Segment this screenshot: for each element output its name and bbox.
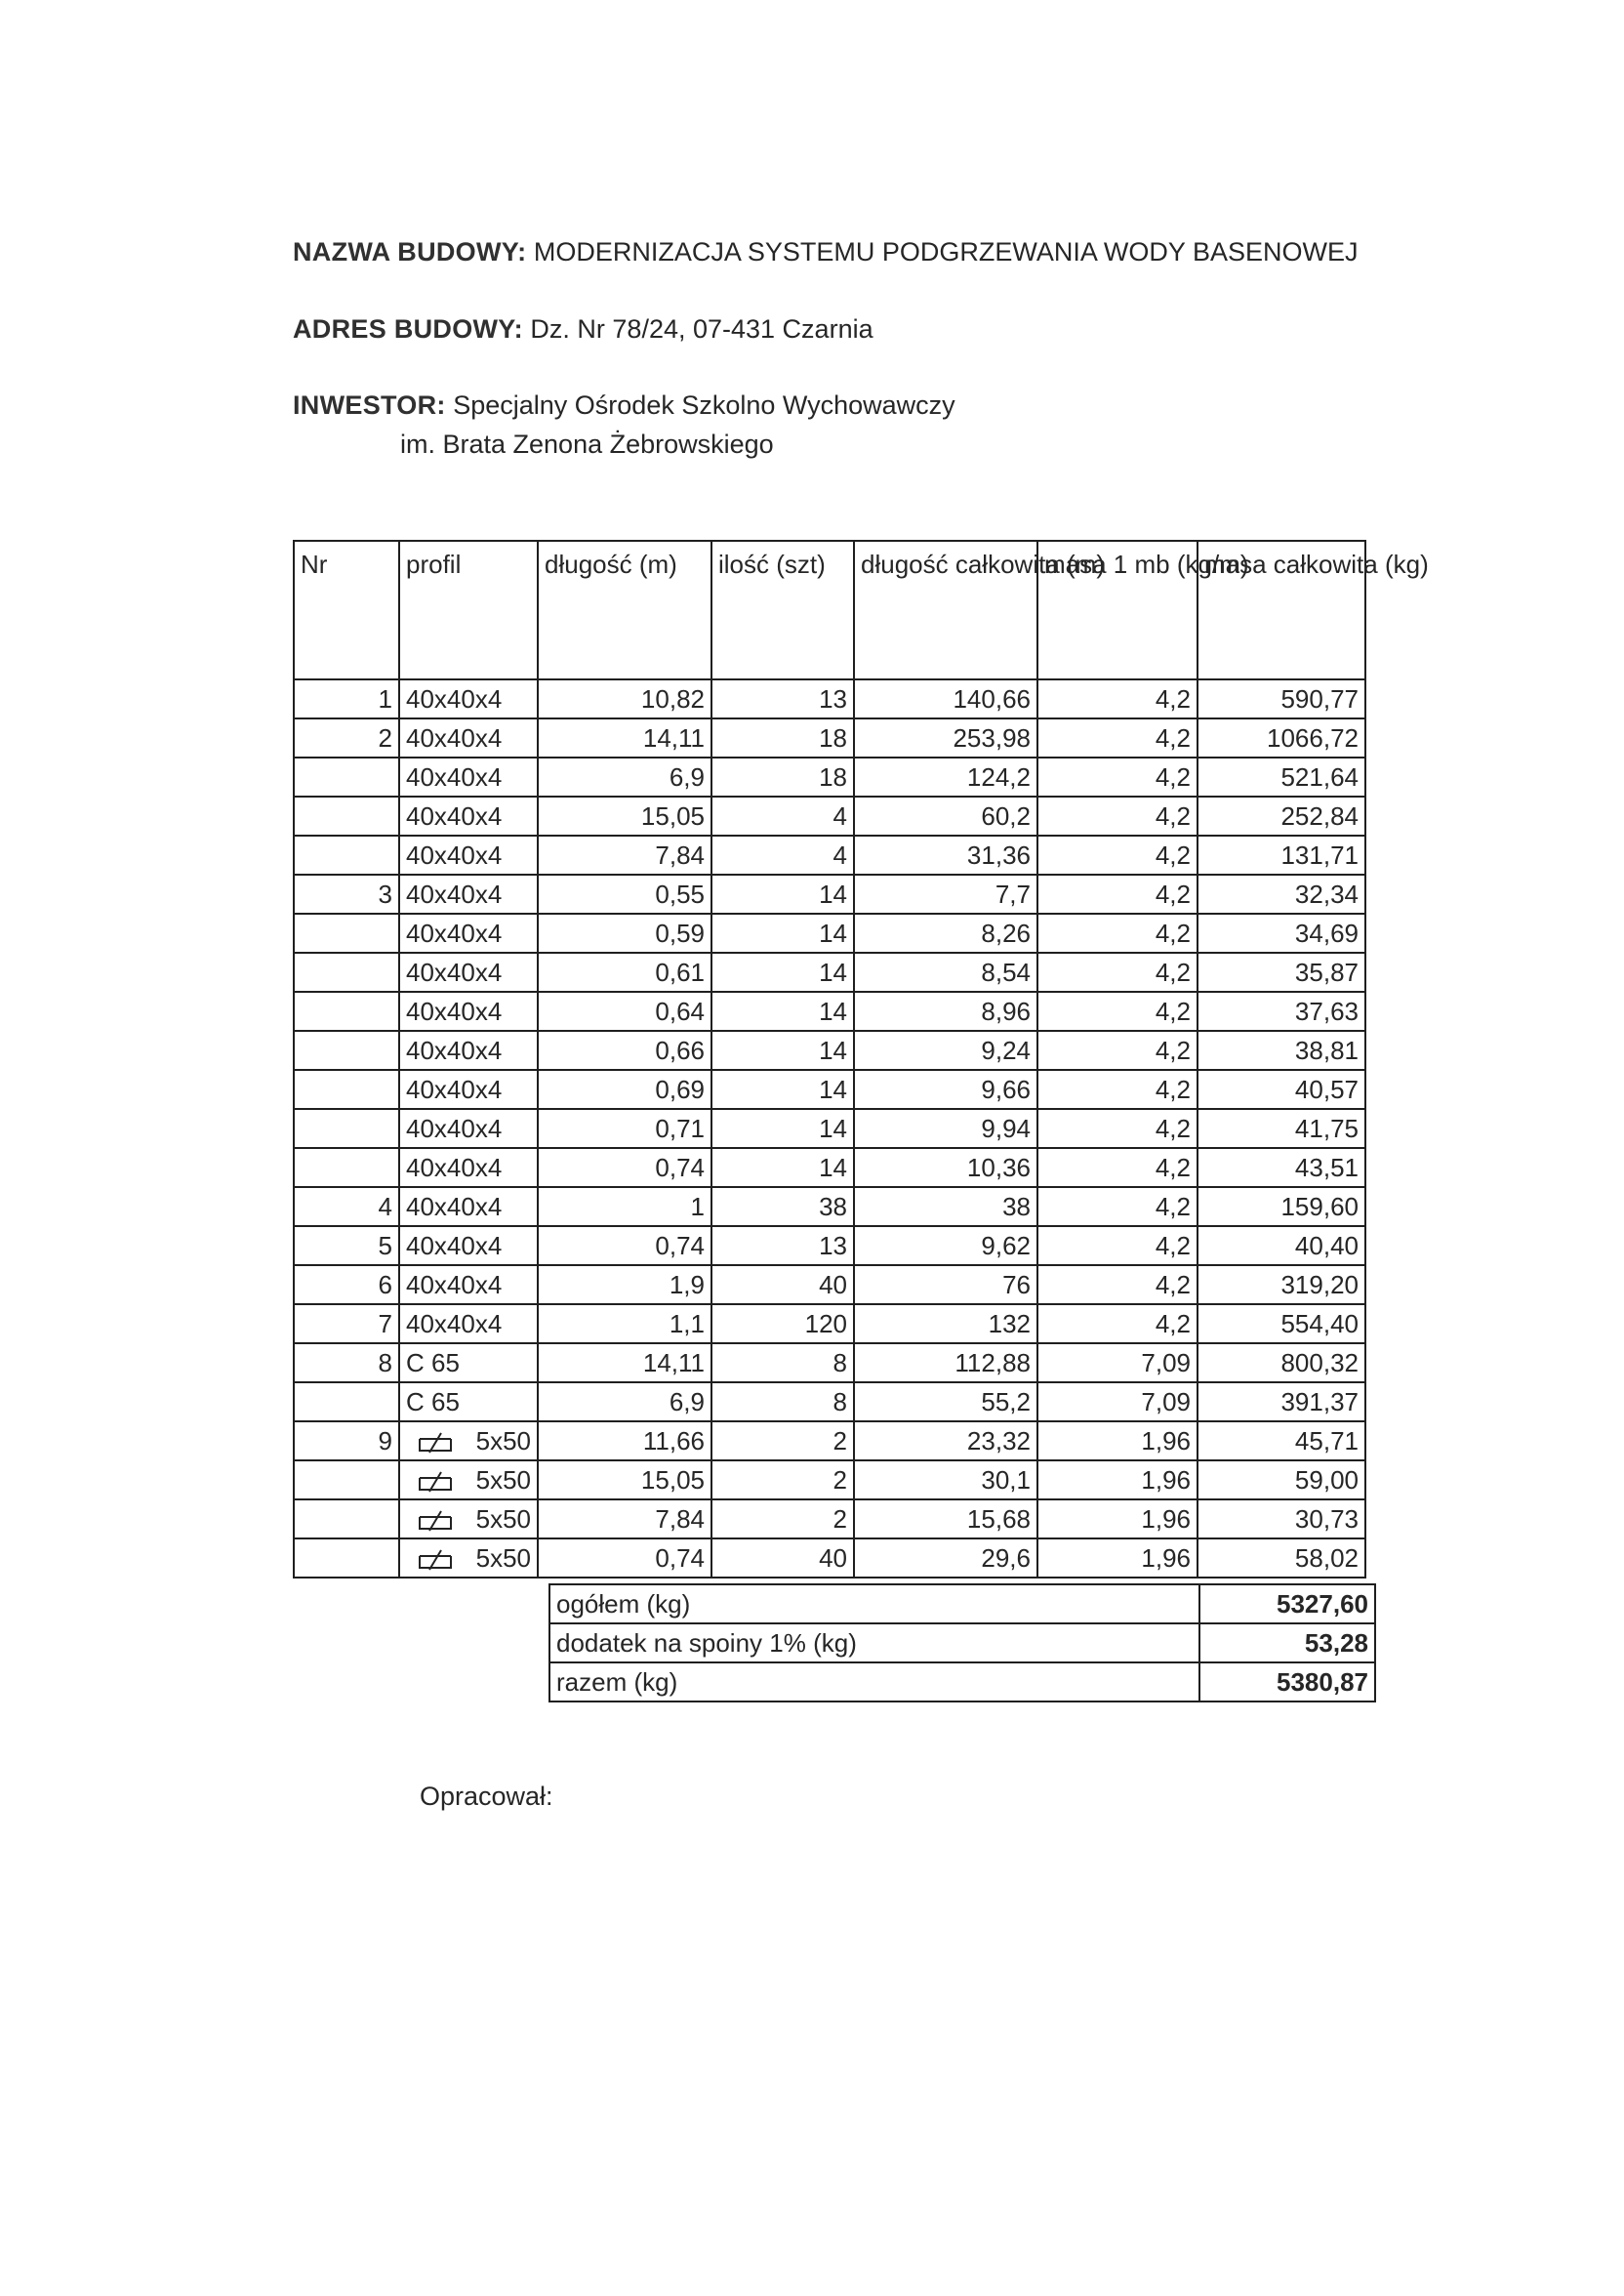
cell-nr [294,797,399,836]
cell-m1: 4,2 [1037,1187,1198,1226]
cell-mc: 800,32 [1198,1343,1365,1382]
cell-mc: 34,69 [1198,914,1365,953]
table-row [294,1187,1365,1226]
cell-profil [399,1421,538,1460]
cell-dl: 7,84 [538,1499,711,1538]
cell-profil: 40x40x4 [399,1226,538,1265]
cell-m1: 7,09 [1037,1343,1198,1382]
cell-mc: 391,37 [1198,1382,1365,1421]
cell-profil: 40x40x4 [399,992,538,1031]
cell-m1: 4,2 [1037,1031,1198,1070]
cell-nr [294,836,399,875]
flat-bar-icon [416,1509,455,1533]
steel-table [293,540,1429,1578]
cell-nr [294,914,399,953]
cell-mc: 554,40 [1198,1304,1365,1343]
column-header: ilość (szt) [711,541,854,679]
cell-m1: 1,96 [1037,1421,1198,1460]
cell-il: 120 [711,1304,854,1343]
header-label-investor: INWESTOR: [293,390,446,420]
cell-profil: 40x40x4 [399,914,538,953]
summary-row-addition [549,1623,1375,1662]
cell-m1: 4,2 [1037,1109,1198,1148]
cell-m1: 4,2 [1037,758,1198,797]
cell-m1: 1,96 [1037,1538,1198,1578]
cell-mc: 38,81 [1198,1031,1365,1070]
cell-mc: 252,84 [1198,797,1365,836]
cell-profil: 40x40x4 [399,718,538,758]
cell-il: 40 [711,1538,854,1578]
cell-mc: 1066,72 [1198,718,1365,758]
cell-il: 4 [711,797,854,836]
summary-table [548,1583,1376,1702]
cell-profil: 40x40x4 [399,758,538,797]
cell-m1: 4,2 [1037,836,1198,875]
cell-dl: 0,59 [538,914,711,953]
header-line-name [293,237,1358,267]
cell-dl: 15,05 [538,797,711,836]
cell-dl: 1,9 [538,1265,711,1304]
cell-m1: 4,2 [1037,1148,1198,1187]
header-label-address: ADRES BUDOWY: [293,314,523,344]
cell-profil: 40x40x4 [399,875,538,914]
column-header: długość (m) [538,541,711,679]
cell-dlc: 140,66 [854,679,1037,718]
cell-il: 14 [711,992,854,1031]
cell-m1: 4,2 [1037,679,1198,718]
column-header: Nr [294,541,399,679]
cell-profil: C 65 [399,1343,538,1382]
table-row [294,1421,1365,1460]
cell-mc: 159,60 [1198,1187,1365,1226]
table-row [294,1226,1365,1265]
table-row [294,1265,1365,1304]
cell-il: 2 [711,1460,854,1499]
cell-dlc: 29,6 [854,1538,1037,1578]
cell-profil [399,1460,538,1499]
cell-dl: 7,84 [538,836,711,875]
cell-m1: 4,2 [1037,914,1198,953]
cell-il: 14 [711,1031,854,1070]
column-header: długość całkowita (m) [854,541,1037,679]
cell-dlc: 253,98 [854,718,1037,758]
table-body [294,679,1365,1578]
cell-dlc: 124,2 [854,758,1037,797]
header-value-address: Dz. Nr 78/24, 07-431 Czarnia [530,314,873,344]
cell-mc: 521,64 [1198,758,1365,797]
cell-nr [294,1109,399,1148]
cell-il: 8 [711,1343,854,1382]
summary-sum-label: razem (kg) [549,1662,1199,1702]
cell-m1: 4,2 [1037,953,1198,992]
cell-profil: 40x40x4 [399,679,538,718]
table-row [294,1460,1365,1499]
cell-mc: 30,73 [1198,1499,1365,1538]
table-row [294,1070,1365,1109]
cell-profil-text: 5x50 [475,1543,531,1573]
cell-dlc: 23,32 [854,1421,1037,1460]
cell-dl: 0,71 [538,1109,711,1148]
cell-nr [294,1031,399,1070]
table-row [294,797,1365,836]
cell-profil-text: 5x50 [475,1426,531,1456]
cell-profil: 40x40x4 [399,1109,538,1148]
cell-dl: 6,9 [538,1382,711,1421]
cell-nr [294,1460,399,1499]
cell-nr [294,992,399,1031]
cell-il: 14 [711,1109,854,1148]
table-row [294,679,1365,718]
prepared-by-label: Opracował: [420,1782,553,1811]
flat-bar-icon [416,1431,455,1455]
cell-profil: 40x40x4 [399,1187,538,1226]
summary-addition-label: dodatek na spoiny 1% (kg) [549,1623,1199,1662]
cell-nr: 2 [294,718,399,758]
cell-profil: 40x40x4 [399,1031,538,1070]
cell-nr: 8 [294,1343,399,1382]
cell-il: 14 [711,875,854,914]
cell-profil: 40x40x4 [399,1070,538,1109]
cell-mc: 40,57 [1198,1070,1365,1109]
cell-dlc: 112,88 [854,1343,1037,1382]
cell-profil-text: 5x50 [475,1504,531,1534]
cell-dlc: 31,36 [854,836,1037,875]
cell-il: 13 [711,1226,854,1265]
cell-dl: 11,66 [538,1421,711,1460]
table-row [294,1499,1365,1538]
table-row [294,953,1365,992]
table-row [294,875,1365,914]
flat-bar-icon [416,1470,455,1494]
cell-profil: 40x40x4 [399,1265,538,1304]
table-row [294,1538,1365,1578]
cell-nr: 3 [294,875,399,914]
cell-dl: 0,74 [538,1226,711,1265]
cell-il: 18 [711,718,854,758]
header-value-investor: Specjalny Ośrodek Szkolno Wychowawczy [453,390,955,420]
cell-mc: 35,87 [1198,953,1365,992]
table-row [294,1304,1365,1343]
cell-mc: 41,75 [1198,1109,1365,1148]
header-label-name: NAZWA BUDOWY: [293,237,527,266]
cell-dl: 0,55 [538,875,711,914]
cell-nr [294,758,399,797]
cell-il: 14 [711,1148,854,1187]
cell-dlc: 7,7 [854,875,1037,914]
cell-il: 4 [711,836,854,875]
table-row [294,1382,1365,1421]
cell-dl: 1 [538,1187,711,1226]
cell-m1: 4,2 [1037,1070,1198,1109]
cell-il: 14 [711,1070,854,1109]
cell-dl: 0,69 [538,1070,711,1109]
cell-m1: 4,2 [1037,718,1198,758]
summary-row-sum [549,1662,1375,1702]
table-row [294,914,1365,953]
cell-profil [399,1499,538,1538]
cell-mc: 131,71 [1198,836,1365,875]
header-value-investor-line2: im. Brata Zenona Żebrowskiego [400,430,774,459]
cell-m1: 4,2 [1037,1304,1198,1343]
cell-dlc: 132 [854,1304,1037,1343]
cell-nr: 4 [294,1187,399,1226]
table-row [294,1343,1365,1382]
cell-nr: 7 [294,1304,399,1343]
cell-nr [294,1070,399,1109]
summary-total-value: 5327,60 [1199,1584,1375,1623]
column-header: profil [399,541,538,679]
cell-mc: 45,71 [1198,1421,1365,1460]
summary-row-total [549,1584,1375,1623]
table-row [294,758,1365,797]
cell-m1: 1,96 [1037,1499,1198,1538]
cell-profil: C 65 [399,1382,538,1421]
table-row [294,1109,1365,1148]
cell-mc: 37,63 [1198,992,1365,1031]
cell-m1: 4,2 [1037,992,1198,1031]
cell-il: 2 [711,1499,854,1538]
cell-mc: 590,77 [1198,679,1365,718]
cell-dlc: 15,68 [854,1499,1037,1538]
cell-dl: 6,9 [538,758,711,797]
header-line-investor [293,390,955,421]
cell-dl: 15,05 [538,1460,711,1499]
cell-dl: 0,61 [538,953,711,992]
cell-dlc: 9,24 [854,1031,1037,1070]
header-value-name: MODERNIZACJA SYSTEMU PODGRZEWANIA WODY BASENOWEJ [533,237,1359,266]
cell-il: 18 [711,758,854,797]
cell-profil-text: 5x50 [475,1465,531,1495]
cell-il: 2 [711,1421,854,1460]
table-row [294,992,1365,1031]
cell-dlc: 8,26 [854,914,1037,953]
cell-mc: 40,40 [1198,1226,1365,1265]
cell-profil: 40x40x4 [399,1304,538,1343]
cell-mc: 319,20 [1198,1265,1365,1304]
cell-dlc: 55,2 [854,1382,1037,1421]
table-row [294,836,1365,875]
cell-m1: 4,2 [1037,1226,1198,1265]
cell-profil: 40x40x4 [399,797,538,836]
table-row [294,1148,1365,1187]
header-line-address [293,314,873,345]
cell-dl: 1,1 [538,1304,711,1343]
cell-nr [294,1538,399,1578]
cell-profil: 40x40x4 [399,953,538,992]
cell-dl: 0,64 [538,992,711,1031]
cell-il: 14 [711,953,854,992]
cell-dlc: 9,66 [854,1070,1037,1109]
cell-nr: 6 [294,1265,399,1304]
cell-il: 13 [711,679,854,718]
cell-dlc: 76 [854,1265,1037,1304]
cell-nr [294,1382,399,1421]
cell-il: 8 [711,1382,854,1421]
flat-bar-icon [416,1548,455,1572]
cell-dlc: 10,36 [854,1148,1037,1187]
cell-profil [399,1538,538,1578]
cell-dl: 0,74 [538,1538,711,1578]
cell-mc: 43,51 [1198,1148,1365,1187]
cell-dlc: 60,2 [854,797,1037,836]
cell-m1: 4,2 [1037,875,1198,914]
cell-dl: 0,74 [538,1148,711,1187]
cell-dlc: 8,54 [854,953,1037,992]
cell-dlc: 38 [854,1187,1037,1226]
cell-mc: 59,00 [1198,1460,1365,1499]
summary-sum-value: 5380,87 [1199,1662,1375,1702]
cell-dl: 10,82 [538,679,711,718]
cell-nr [294,1499,399,1538]
cell-nr [294,953,399,992]
cell-dlc: 9,62 [854,1226,1037,1265]
column-header: masa 1 mb (kg/m) [1037,541,1198,679]
cell-profil: 40x40x4 [399,1148,538,1187]
cell-dlc: 9,94 [854,1109,1037,1148]
cell-il: 14 [711,914,854,953]
cell-dlc: 8,96 [854,992,1037,1031]
cell-dl: 14,11 [538,1343,711,1382]
cell-dlc: 30,1 [854,1460,1037,1499]
cell-dl: 0,66 [538,1031,711,1070]
cell-m1: 4,2 [1037,1265,1198,1304]
cell-nr: 9 [294,1421,399,1460]
cell-m1: 4,2 [1037,797,1198,836]
cell-il: 40 [711,1265,854,1304]
cell-mc: 58,02 [1198,1538,1365,1578]
table-row [294,718,1365,758]
summary-addition-value: 53,28 [1199,1623,1375,1662]
cell-nr [294,1148,399,1187]
cell-profil: 40x40x4 [399,836,538,875]
cell-nr: 5 [294,1226,399,1265]
table-row [294,1031,1365,1070]
table-header-row [294,541,1365,679]
cell-dl: 14,11 [538,718,711,758]
cell-m1: 1,96 [1037,1460,1198,1499]
cell-mc: 32,34 [1198,875,1365,914]
cell-m1: 7,09 [1037,1382,1198,1421]
summary-total-label: ogółem (kg) [549,1584,1199,1623]
cell-nr: 1 [294,679,399,718]
column-header: masa całkowita (kg) [1198,541,1365,679]
cell-il: 38 [711,1187,854,1226]
